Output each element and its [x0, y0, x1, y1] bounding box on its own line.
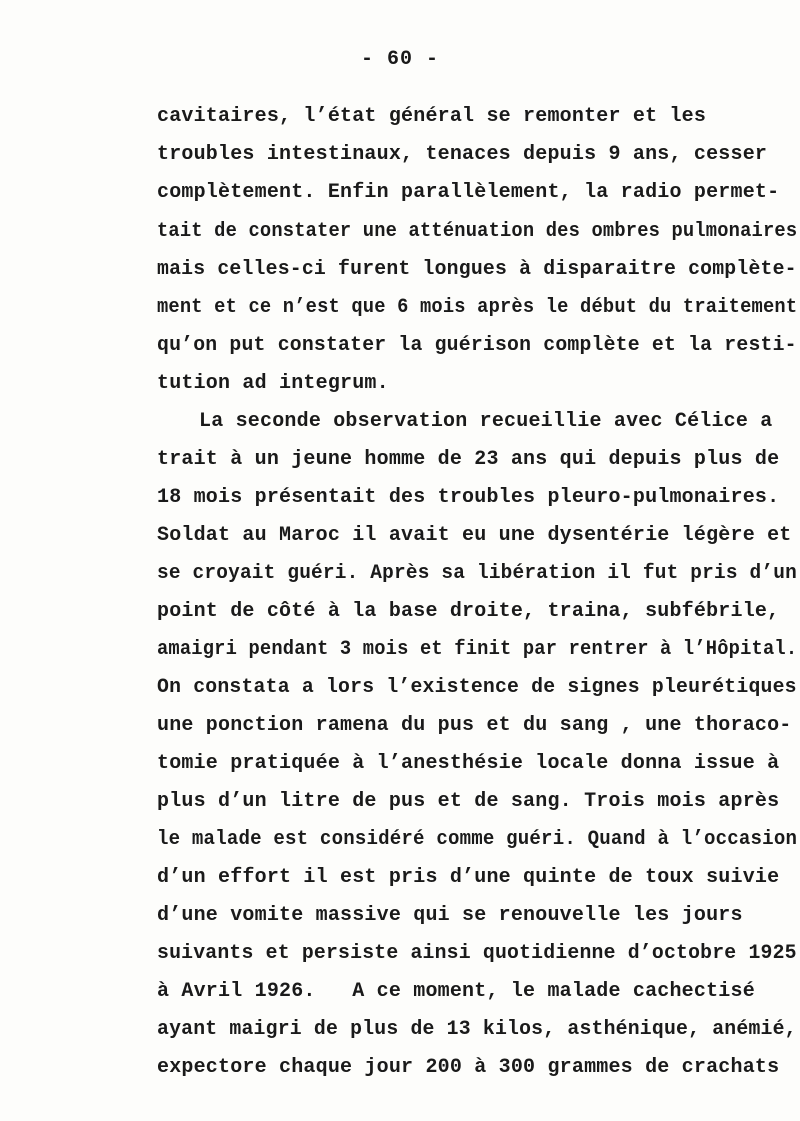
text-line: le malade est considéré comme guéri. Quand à l’occasion	[157, 828, 798, 851]
text-line: une ponction ramena du pus et du sang , une thoraco-	[157, 714, 792, 737]
text-line: point de côté à la base droite, traina, subfébrile,	[157, 600, 780, 623]
text-line: amaigri pendant 3 mois et finit par rentrer à l’Hôpital.	[157, 638, 798, 661]
text-line: plus d’un litre de pus et de sang. Trois mois après	[157, 790, 780, 813]
text-line: ayant maigri de plus de 13 kilos, asthénique, anémié,	[157, 1018, 797, 1041]
text-line: d’une vomite massive qui se renouvelle les jours	[157, 904, 743, 927]
text-line: tution ad integrum.	[157, 372, 389, 395]
text-line: qu’on put constater la guérison complète et la resti-	[157, 334, 797, 357]
text-line: mais celles-ci furent longues à disparaitre complète-	[157, 258, 797, 281]
text-line: troubles intestinaux, tenaces depuis 9 ans, cesser	[157, 143, 768, 166]
text-line: d’un effort il est pris d’une quinte de toux suivie	[157, 866, 780, 889]
text-line: tait de constater une atténuation des ombres pulmonaires	[157, 220, 798, 243]
text-line: trait à un jeune homme de 23 ans qui depuis plus de	[157, 448, 780, 471]
text-line: tomie pratiquée à l’anesthésie locale donna issue à	[157, 752, 780, 775]
text-line: expectore chaque jour 200 à 300 grammes de crachats	[157, 1056, 780, 1079]
text-line: complètement. Enfin parallèlement, la radio permet-	[157, 181, 780, 204]
text-line: cavitaires, l’état général se remonter et les	[157, 105, 707, 128]
page-number: - 60 -	[360, 48, 439, 71]
text-line: suivants et persiste ainsi quotidienne d’octobre 1925	[157, 942, 797, 965]
text-line: se croyait guéri. Après sa libération il fut pris d’un	[157, 562, 797, 585]
text-line: La seconde observation recueillie avec Célice a	[199, 410, 773, 433]
text-line: On constata a lors l’existence de signes pleurétiques	[157, 676, 797, 699]
text-line: à Avril 1926. A ce moment, le malade cachectisé	[157, 980, 755, 1003]
text-line: ment et ce n’est que 6 mois après le début du traitement	[157, 296, 798, 319]
text-line: 18 mois présentait des troubles pleuro-pulmonaires.	[157, 486, 780, 509]
text-line: Soldat au Maroc il avait eu une dysentérie légère et	[157, 524, 792, 547]
